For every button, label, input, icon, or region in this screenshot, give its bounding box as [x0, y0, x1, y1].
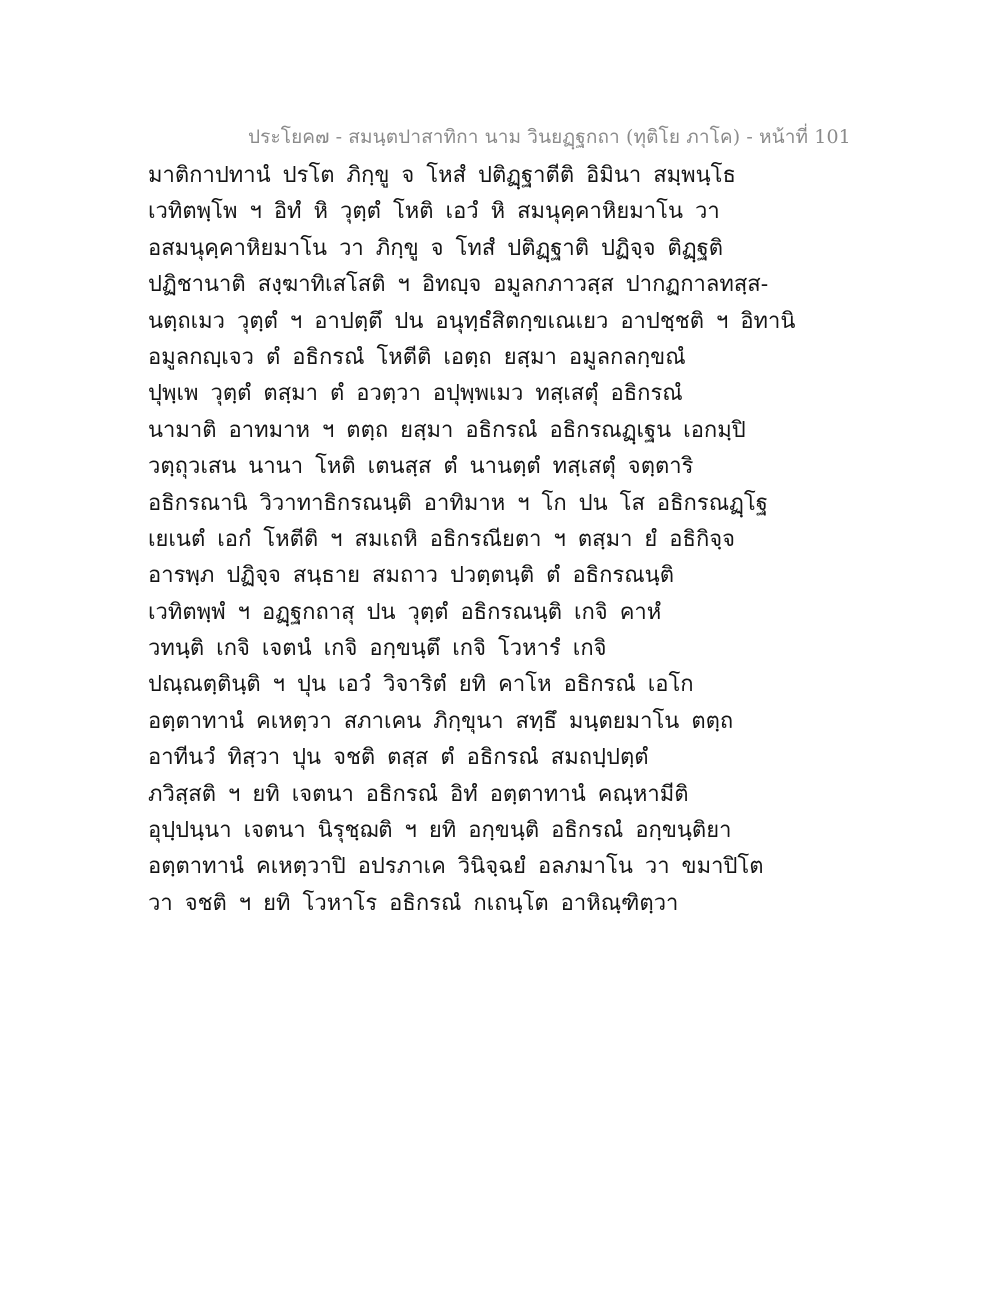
- text-line: วตฺถุวเสน นานา โหติ เตนสฺส ตํ นานตฺตํ ทสฺเสตุํ จตฺตาริ: [148, 454, 694, 480]
- text-line: เยเนตํ เอกํ โหตีติ ฯ สมเถหิ อธิกรณียตา ฯ ตสฺมา ยํ อธิกิจฺจ: [148, 526, 736, 552]
- text-line: ภวิสฺสติ ฯ ยทิ เจตนา อธิกรณํ อิทํ อตฺตาทานํ คณฺหามีติ: [148, 781, 689, 807]
- text-line: อตฺตาทานํ คเหตฺวา สภาเคน ภิกฺขุนา สทฺธึ มนฺตยมาโน ตตฺถ: [148, 708, 734, 734]
- text-line: เวทิตพฺโพ ฯ อิทํ หิ วุตฺตํ โหติ เอวํ หิ สมนุคฺคาหิยมาโน วา: [148, 199, 720, 225]
- text-line: เวทิตพฺพํ ฯ อฏฺฐกถาสุ ปน วุตฺตํ อธิกรณนฺติ เกจิ คาหํ: [148, 599, 662, 625]
- text-line: ปุพฺเพ วุตฺตํ ตสฺมา ตํ อวตฺวา อปุพฺพเมว ทสฺเสตุํ อธิกรณํ: [148, 381, 683, 407]
- text-line: อาทีนวํ ทิสฺวา ปุน จชติ ตสฺส ตํ อธิกรณํ สมถปฺปตฺตํ: [148, 745, 649, 771]
- text-line: นามาติ อาทมาห ฯ ตตฺถ ยสฺมา อธิกรณํ อธิกรณฏฺเฐน เอกมฺปิ: [148, 417, 746, 443]
- text-line: มาติกาปทานํ ปรโต ภิกฺขู จ โหสํ ปติฏฺฐาตีติ อิมินา สมฺพนฺโธ: [148, 163, 736, 188]
- text-line: ปฏิชานาติ สงฺฆาทิเสโสติ ฯ อิทญฺจ อมูลกภาวสฺส ปากฏกาลทสฺส-: [148, 272, 769, 298]
- text-line: อารพฺภ ปฏิจฺจ สนฺธาย สมถาว ปวตฺตนฺติ ตํ อธิกรณนฺติ: [148, 563, 674, 589]
- running-header: ประโยค๗ - สมนฺตปาสาทิกา นาม วินยฏฺฐกถา (ทุติโย ภาโค) - หน้าที่ 101: [248, 126, 851, 148]
- text-line: อุปฺปนฺนา เจตนา นิรุชฺฌติ ฯ ยทิ อกฺขนฺติ อธิกรณํ อกฺขนฺติยา: [148, 818, 732, 844]
- text-line: ปณฺณตฺตินฺติ ฯ ปุน เอวํ วิจาริตํ ยทิ คาโห อธิกรณํ เอโก: [148, 672, 694, 698]
- text-line: อตฺตาทานํ คเหตฺวาปิ อปรภาเค วินิจฺฉยํ อลภมาโน วา ขมาปิโต: [148, 854, 764, 880]
- text-line: นตฺถเมว วุตฺตํ ฯ อาปตฺตึ ปน อนุทฺธํสิตกฺขเณเยว อาปชฺชติ ฯ อิทานิ: [148, 308, 796, 334]
- text-line: วา จชติ ฯ ยทิ โวหาโร อธิกรณํ กเถนฺโต อาหิณฺฑิตฺวา: [148, 890, 679, 916]
- body-text: [148, 158, 848, 922]
- text-line: อสมนุคฺคาหิยมาโน วา ภิกฺขู จ โทสํ ปติฏฺฐาติ ปฏิจฺจ ติฏฺฐติ: [148, 235, 724, 261]
- text-line: วทนฺติ เกจิ เจตนํ เกจิ อกฺขนฺตึ เกจิ โวหารํ เกจิ: [148, 636, 607, 662]
- text-line: อมูลกญฺเจว ตํ อธิกรณํ โหตีติ เอตฺถ ยสฺมา อมูลกลกฺขณํ: [148, 344, 686, 370]
- text-line: อธิกรณานิ วิวาทาธิกรณนฺติ อาทิมาห ฯ โก ปน โส อธิกรณฏฺโฐ: [148, 490, 768, 516]
